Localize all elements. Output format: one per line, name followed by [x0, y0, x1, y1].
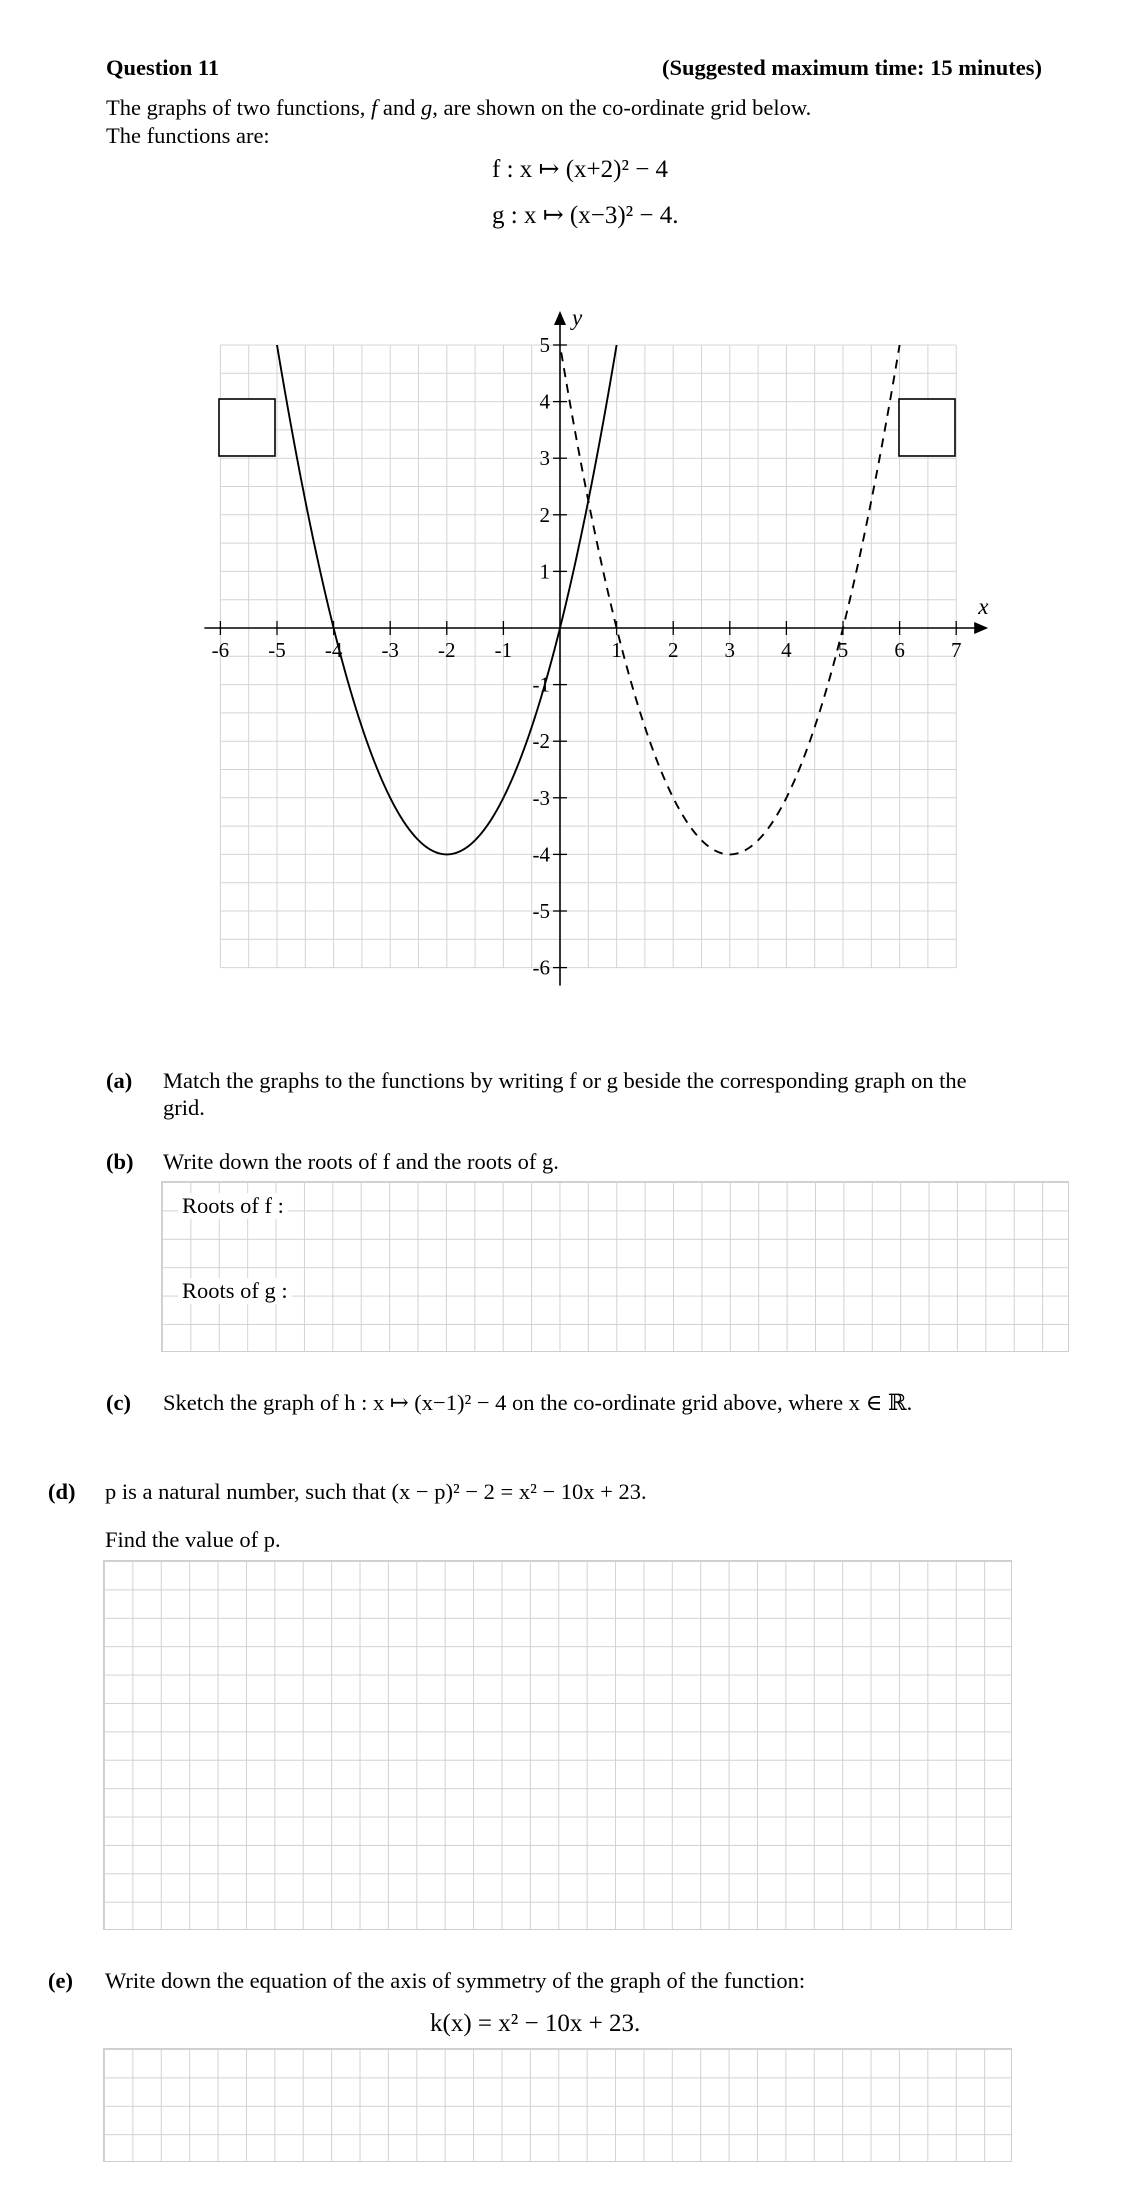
part-c-label: (c): [106, 1390, 131, 1415]
part-e-text: Write down the equation of the axis of symmetry of the graph of the function:: [105, 1968, 806, 1993]
y-tick-label: -3: [532, 785, 550, 810]
function-g-definition: g : x ↦ (x−3)² − 4.: [492, 202, 679, 229]
y-tick-label: -2: [532, 729, 550, 754]
part-d-text: p is a natural number, such that (x − p)² − 2 = x² − 10x + 23.: [105, 1479, 647, 1504]
part-a-label: (a): [106, 1068, 133, 1093]
x-tick-label: 3: [724, 638, 736, 662]
intro-line-1: The graphs of two functions, f and g, are shown on the co-ordinate grid below.: [106, 95, 812, 120]
y-tick-label: -4: [532, 842, 550, 867]
part-b-label: (b): [106, 1149, 134, 1174]
question-number: Question 11: [106, 55, 220, 80]
x-tick-label: 6: [894, 638, 905, 662]
answer-box-left[interactable]: [219, 399, 275, 456]
roots-f-label: Roots of f :: [178, 1193, 288, 1219]
x-tick-label: 5: [837, 638, 849, 662]
x-tick-label: 1: [611, 638, 622, 662]
part-a-text-1: Match the graphs to the functions by writing f or g beside the corresponding graph on the: [163, 1068, 967, 1093]
x-tick-label: -3: [381, 638, 399, 662]
x-tick-label: 7: [950, 638, 962, 662]
y-tick-label: -5: [532, 899, 550, 923]
x-tick-label: 4: [781, 638, 792, 662]
x-tick-label: -5: [268, 638, 286, 662]
answer-box-right[interactable]: [899, 399, 955, 456]
answer-grid-b[interactable]: [161, 1181, 1069, 1352]
roots-g-label: Roots of g :: [178, 1278, 292, 1304]
answer-grid-e[interactable]: [103, 2048, 1012, 2162]
y-axis-arrow: [554, 311, 566, 325]
y-axis-label: y: [572, 305, 583, 330]
y-tick-label: 2: [539, 502, 550, 527]
y-tick-label: -1: [532, 672, 550, 697]
y-tick-label: -6: [532, 955, 550, 980]
x-tick-label: -6: [211, 638, 230, 662]
coordinate-graph[interactable]: [0, 0, 1146, 1010]
part-d-find: Find the value of p.: [105, 1527, 281, 1552]
part-b-text: Write down the roots of f and the roots of g.: [163, 1149, 559, 1174]
function-f-definition: f : x ↦ (x+2)² − 4: [492, 156, 669, 183]
intro-line-2: The functions are:: [106, 123, 270, 148]
x-tick-label: -4: [324, 638, 343, 662]
part-d-label: (d): [48, 1479, 76, 1504]
part-a-text-2: grid.: [163, 1095, 205, 1120]
y-tick-label: 4: [539, 389, 550, 414]
part-e-equation: k(x) = x² − 10x + 23.: [430, 2010, 641, 2037]
y-tick-label: 3: [539, 446, 550, 471]
y-tick-label: 5: [539, 333, 550, 357]
x-tick-label: 2: [667, 638, 679, 662]
x-axis-arrow: [974, 622, 988, 634]
answer-grid-d[interactable]: [103, 1560, 1012, 1930]
part-c-text: Sketch the graph of h : x ↦ (x−1)² − 4 on the co-ordinate grid above, where x ∈ ℝ.: [163, 1390, 913, 1415]
x-axis-label: x: [978, 594, 989, 619]
part-e-label: (e): [48, 1968, 73, 1993]
x-tick-label: -1: [494, 638, 513, 662]
y-tick-label: 1: [539, 559, 550, 584]
x-tick-label: -2: [438, 638, 456, 662]
suggested-time: (Suggested maximum time: 15 minutes): [662, 55, 1042, 80]
